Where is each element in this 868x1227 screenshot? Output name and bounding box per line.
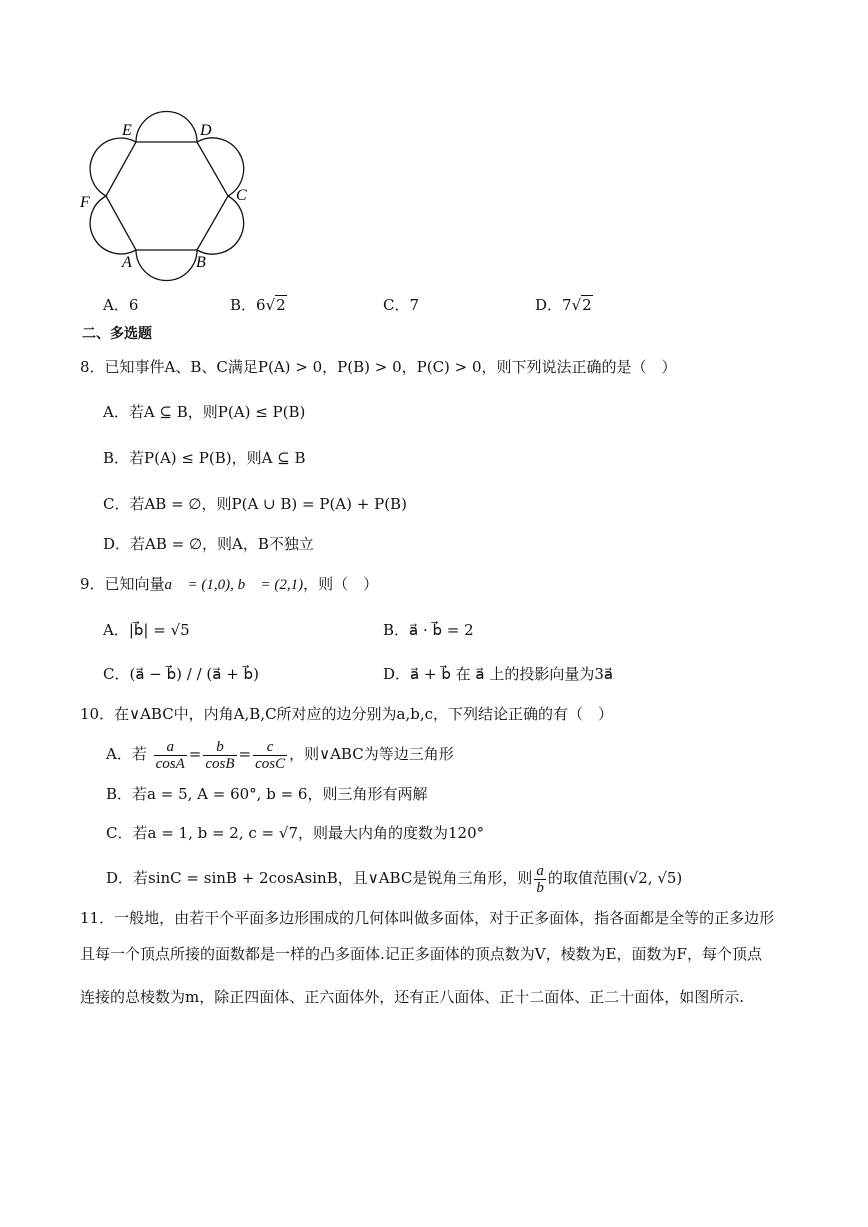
semicircle-ed [136,112,197,143]
q7-option-a-value: 6 [128,296,139,314]
q7-option-a [103,294,138,316]
q7-option-a-label: A． [103,296,129,314]
q11-line-2: 且每一个顶点所接的面数都是一样的凸多面体.记正多面体的顶点数为V，棱数为E，面数为F，每个顶点 [80,945,762,963]
semicircle-cb [197,196,244,254]
q11-line-3: 连接的总棱数为m，除正四面体、正六面体外，还有正八面体、正十二面体、正二十面体，如图所示. [80,988,744,1006]
q7-option-c-label: C． [383,296,410,314]
q7-option-d: D．7√2 [535,296,592,314]
q9-stem [80,573,378,596]
label-c: C [236,187,247,204]
q7-option-c [383,294,419,316]
q7-option-c-value: 7 [409,296,420,314]
q9-stem-suffix: ，则（ ） [303,575,379,593]
q7-option-b-radicand: 2 [276,296,286,314]
q11-line-1: 11．一般地，由若干个平面多边形围成的几何体叫做多面体，对于正多面体，指各面都是全等的正多边形 [80,909,775,927]
q9-stem-prefix: 9．已知向量 [80,575,165,593]
q10-fraction-3 [253,739,287,772]
q10-option-c: C．若a = 1, b = 2, c = √7，则最大内角的度数为120° [106,824,485,842]
q10-fraction-1 [154,739,187,772]
q10-fraction-ab-num: a [536,862,544,879]
label-d: D [200,122,212,139]
q10-fraction-1-num: a [154,739,187,756]
semicircle-ba [136,250,197,281]
label-e: E [122,122,132,139]
q7-option-b-label: B． [230,296,257,314]
semicircle-fe [90,138,136,196]
q7-option-d-label: D． [535,296,563,314]
q7-option-b-coef: 6 [256,296,266,314]
q10-fraction-ab-den: b [536,879,544,896]
q8-option-d: D．若AB = ∅，则A，B不独立 [103,535,314,553]
semicircle-af [90,196,136,254]
q10-option-a-suffix: ，则∨ABC为等边三角形 [289,745,454,763]
q9-option-d: D．a⃗ + b⃗ 在 a⃗ 上的投影向量为3a⃗ [383,665,614,683]
q8-stem: 8．已知事件A、B、C满足P(A) > 0，P(B) > 0，P(C) > 0，则下列说法正确的是（ ） [80,358,677,376]
q10-option-a-prefix: A．若 [106,745,147,763]
q10-fraction-2 [203,739,236,772]
label-a: A [122,254,132,271]
q7-option-d-coef: 7 [562,296,572,314]
q9-option-c: C．(a⃗ − b⃗) / / (a⃗ + b⃗) [103,665,259,683]
label-b: B [196,254,206,271]
q9-option-a: A．|b⃗| = √5 [103,621,190,639]
q10-fraction-2-num: b [203,739,236,756]
label-f: F [80,194,90,211]
hexagon [106,142,228,250]
q10-option-d-suffix: 的取值范围(√2, √5) [547,869,683,887]
q10-option-a: A．若 $\frac{a}{\cos A}$ = $\frac{b}{\cos B}$ = $\frac{c}{\cos C}$ ，则∨ABC为等边三角形 [106,738,454,772]
q8-option-b: B．若P(A) ≤ P(B)，则A ⊆ B [103,449,306,467]
q10-stem: 10．在∨ABC中，内角A,B,C所对应的边分别为a,b,c，下列结论正确的有（ ） [80,705,614,723]
q8-option-a: A．若A ⊆ B，则P(A) ≤ P(B) [103,403,306,421]
q10-fraction-ab [534,863,546,896]
q10-option-b: B．若a = 5, A = 60°, b = 6，则三角形有两解 [106,785,428,803]
hexagon-semicircle-figure [72,110,262,290]
q7-option-d-radicand: 2 [582,296,592,314]
figure-shapes [90,112,244,281]
q7-option-b: B．6√2 [230,296,286,314]
q10-fraction-2-den: cosB [205,755,235,772]
q10-fraction-3-den: cosC [255,755,286,772]
q10-option-d-prefix: D．若sinC = sinB + 2cosAsinB，且∨ABC是锐角三角形，则 [106,869,533,887]
q10-fraction-1-den: cosA [155,755,185,772]
q10-fraction-3-num: c [253,739,287,756]
q10-option-d [106,860,682,896]
q9-stem-vectors: a⃗ = (1,0), b⃗ = (2,1) [164,577,304,593]
section-heading: 二、多选题 [82,326,152,342]
q8-option-c: C．若AB = ∅，则P(A ∪ B) = P(A) + P(B) [103,495,407,513]
q9-option-b: B．a⃗ · b⃗ = 2 [383,621,474,639]
